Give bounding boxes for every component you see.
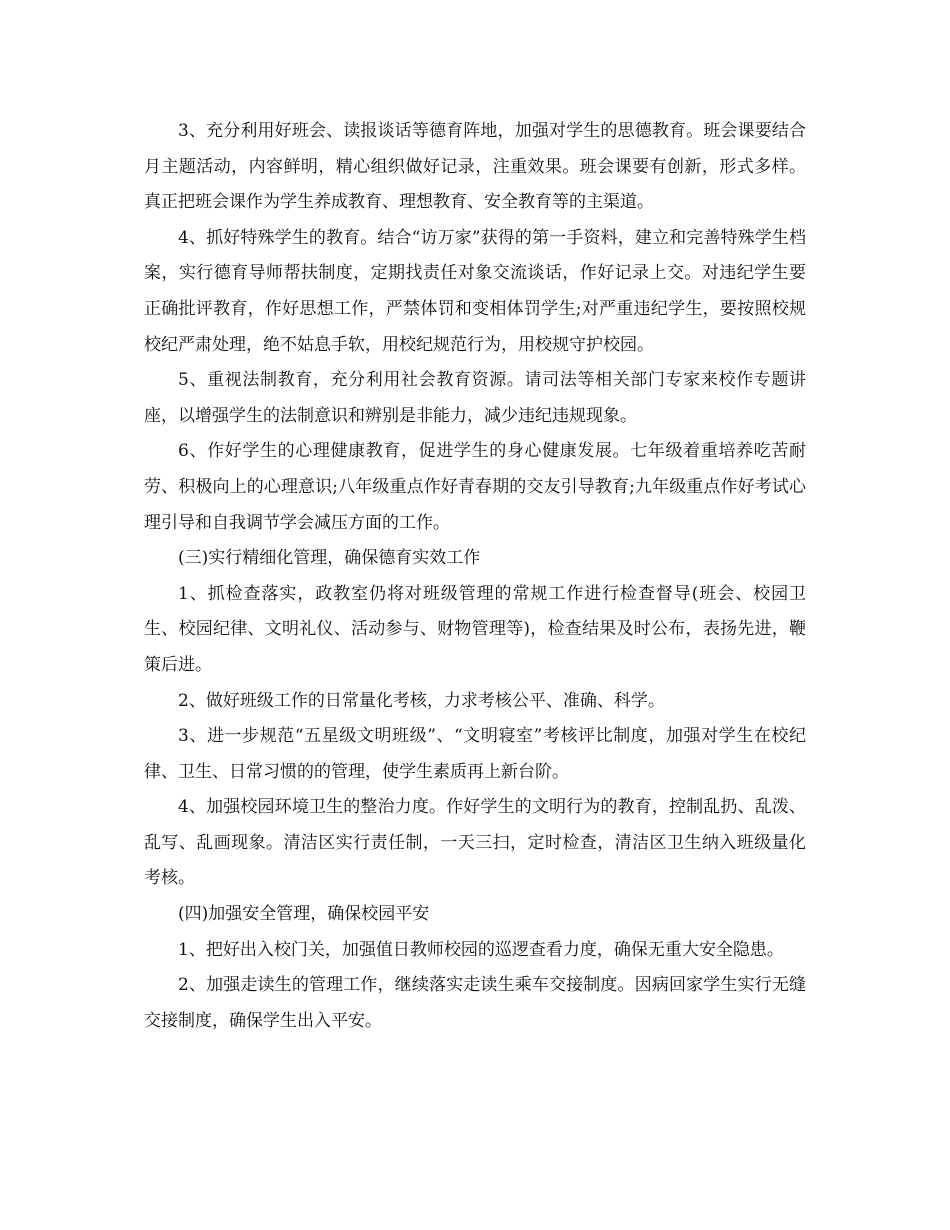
paragraph-day-students: 2、加强走读生的管理工作，继续落实走读生乘车交接制度。因病回家学生实行无缝交接制度，确保学生出入平安。 <box>144 975 806 1031</box>
paragraph-inspection: 1、抓检查落实，政教室仍将对班级管理的常规工作进行检查督导(班会、校园卫生、校园纪律、文明礼仪、活动参与、财物管理等)，检查结果及时公布，表扬先进，鞭策后进。 <box>144 583 806 675</box>
section-heading-refined-management: (三)实行精细化管理，确保德育实效工作 <box>178 548 481 569</box>
paragraph-class-meeting: 3、充分利用好班会、读报谈话等德育阵地，加强对学生的思德教育。班会课要结合月主题活动，内容鲜明，精心组织做好记录，注重效果。班会课要有创新，形式多样。真正把班会课作为学生养成教育、理想教育、安全教育等的主渠道。 <box>144 121 806 213</box>
document-page <box>144 114 806 1039</box>
section-heading-safety-management: (四)加强安全管理，确保校园平安 <box>178 904 430 925</box>
paragraph-quantified-assessment: 2、做好班级工作的日常量化考核，力求考核公平、准确、科学。 <box>178 690 665 711</box>
paragraph-special-students: 4、抓好特殊学生的教育。结合“访万家”获得的第一手资料，建立和完善特殊学生档案，实行德育导师帮扶制度，定期找责任对象交流谈话，作好记录上交。对违纪学生要正确批评教育，作好思想工作，严禁体罚和变相体罚学生;对严重违纪学生，要按照校规校纪严肃处理，绝不姑息手软，用校纪规范行为，用校规守护校园。 <box>144 227 806 355</box>
paragraph-five-star-class: 3、进一步规范“五星级文明班级”、“文明寝室”考核评比制度，加强对学生在校纪律、卫生、日常习惯的的管理，使学生素质再上新台阶。 <box>144 726 806 782</box>
paragraph-mental-health: 6、作好学生的心理健康教育，促进学生的身心健康发展。七年级着重培养吃苦耐劳、积极向上的心理意识;八年级重点作好青春期的交友引导教育;九年级重点作好考试心理引导和自我调节学会减压方面的工作。 <box>144 441 806 533</box>
paragraph-legal-education: 5、重视法制教育，充分利用社会教育资源。请司法等相关部门专家来校作专题讲座，以增强学生的法制意识和辨别是非能力，减少违纪违规现象。 <box>144 370 806 426</box>
paragraph-school-gate: 1、把好出入校门关，加强值日教师校园的巡逻查看力度，确保无重大安全隐患。 <box>178 939 784 960</box>
paragraph-campus-hygiene: 4、加强校园环境卫生的整治力度。作好学生的文明行为的教育，控制乱扔、乱泼、乱写、乱画现象。清洁区实行责任制，一天三扫，定时检查，清洁区卫生纳入班级量化考核。 <box>144 797 806 889</box>
